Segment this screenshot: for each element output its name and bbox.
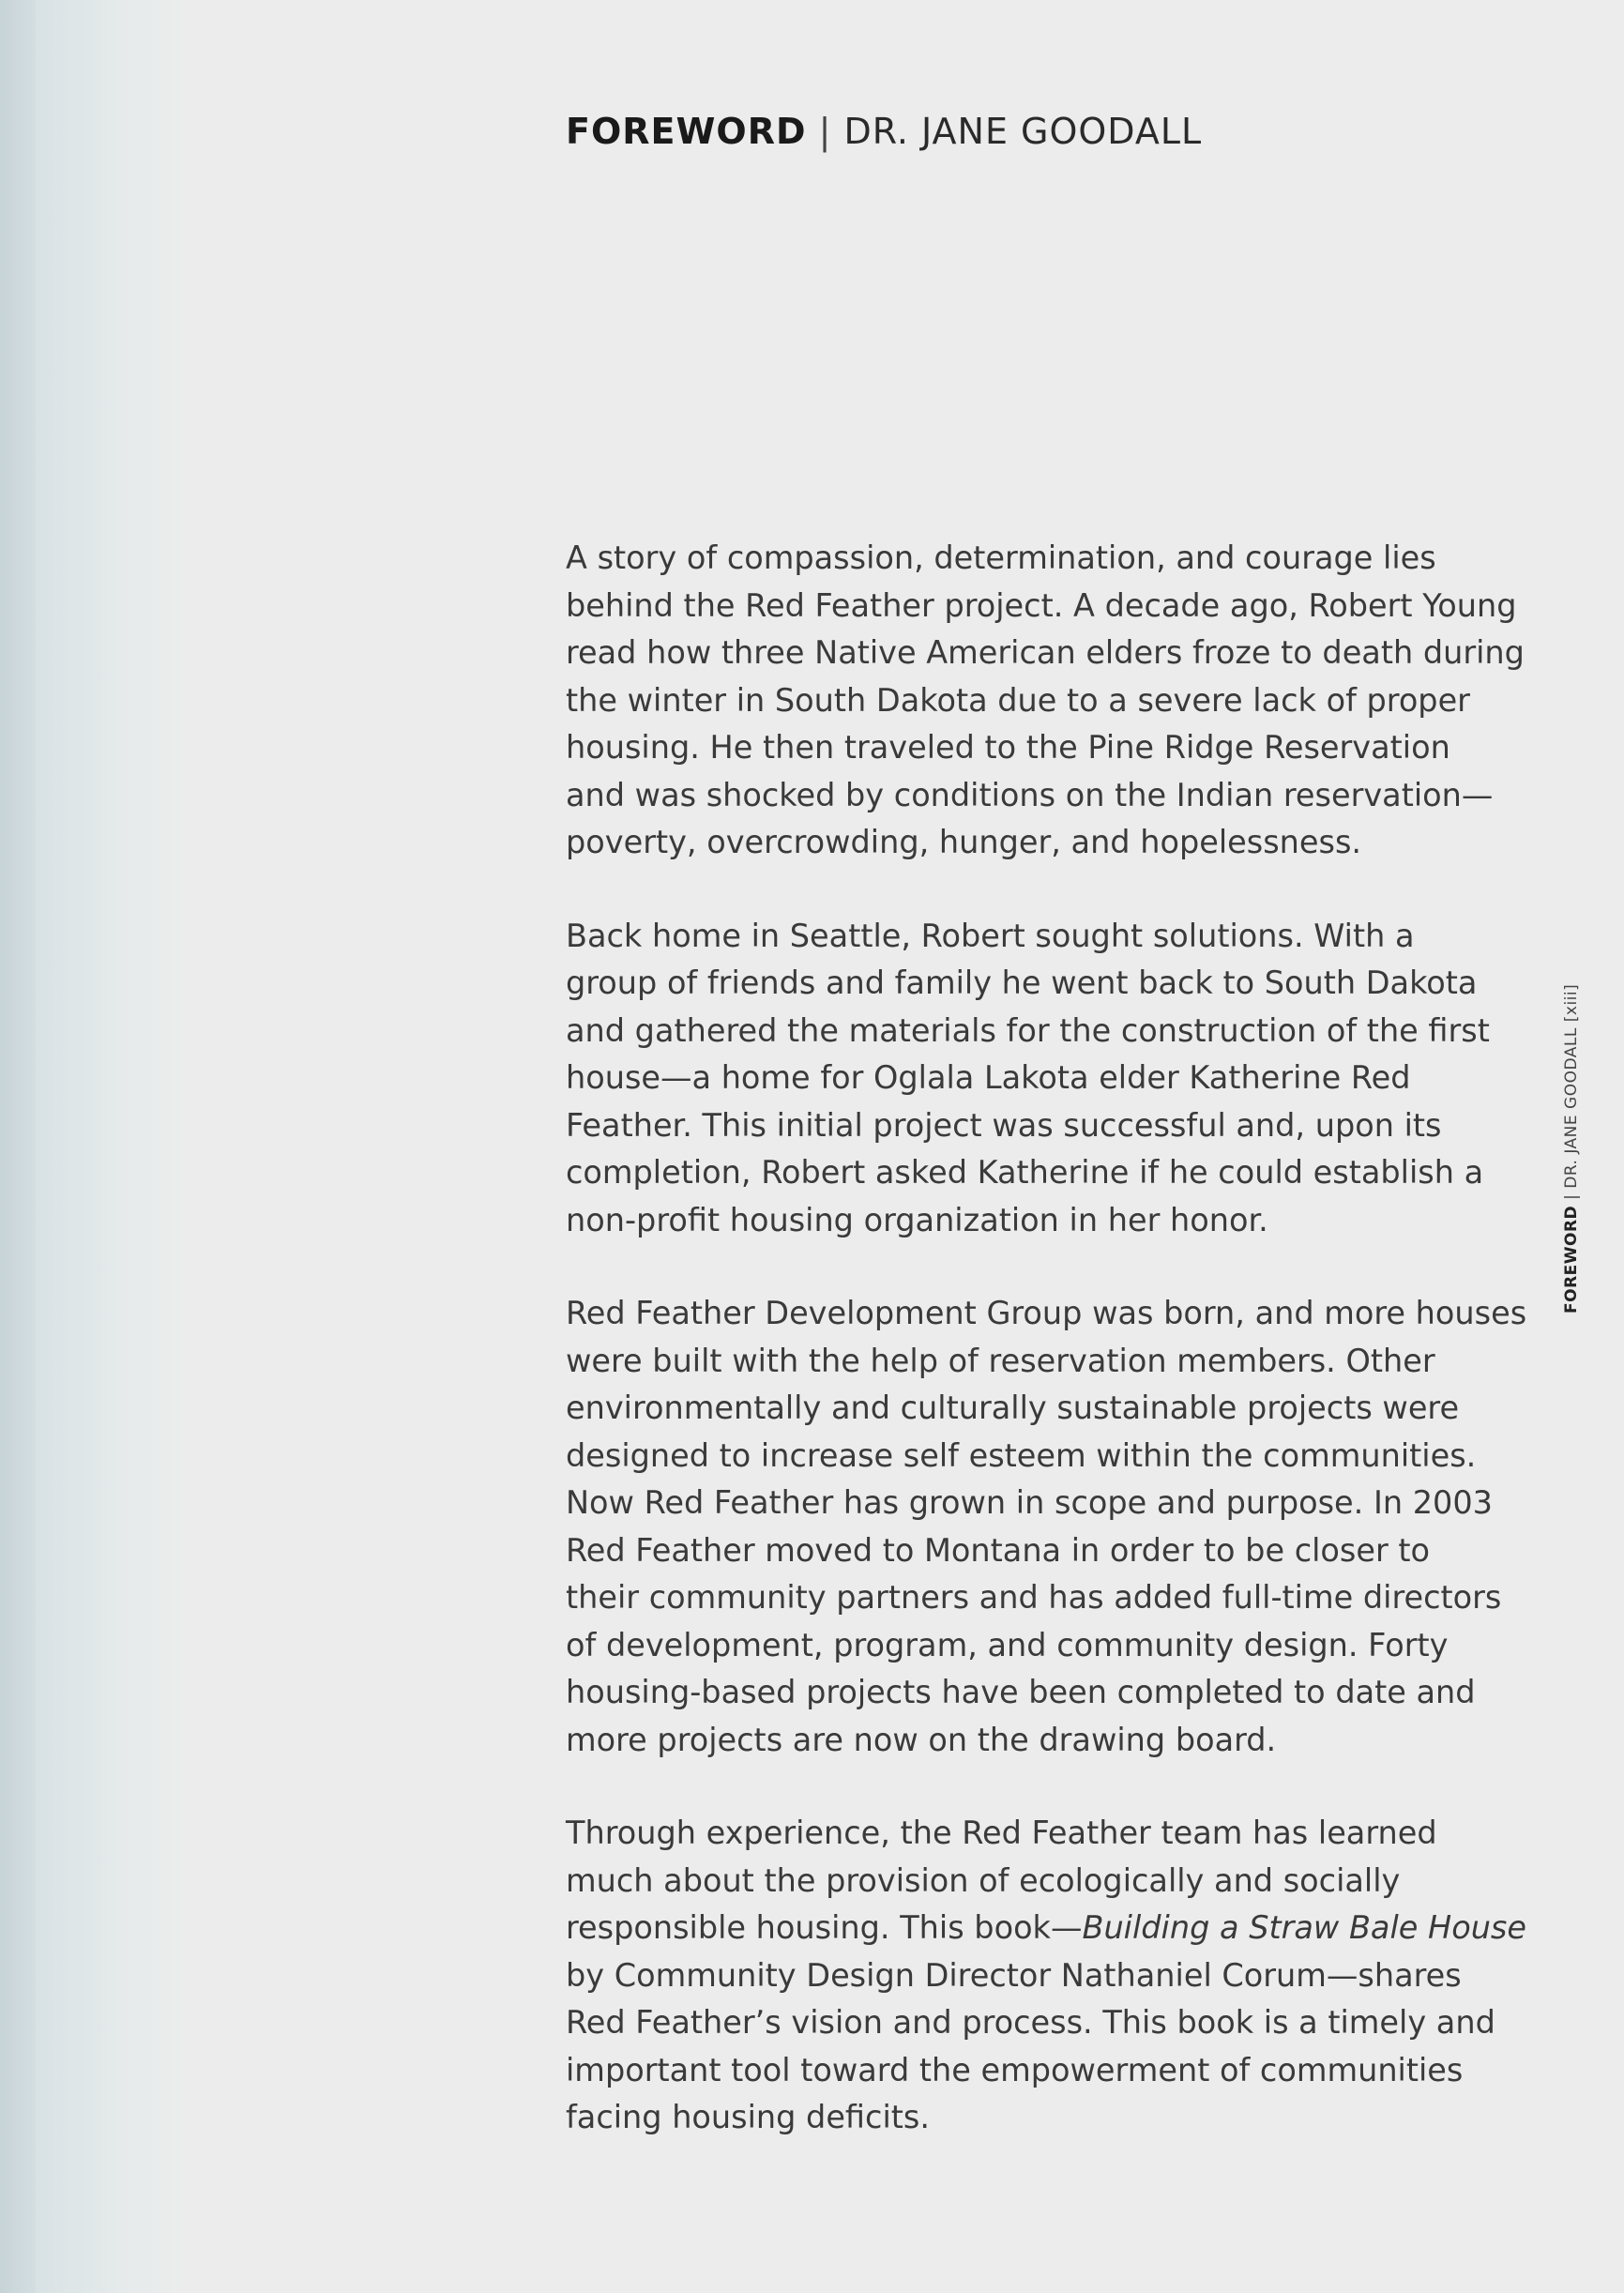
page-gutter-edge (0, 0, 36, 2293)
text-line: poverty, overcrowding, hunger, and hopelessness. (566, 824, 1362, 860)
text-line: facing housing deficits. (566, 2099, 930, 2135)
paragraph-1 (566, 535, 1523, 867)
heading-label: FOREWORD (566, 111, 807, 152)
text-line: Red Feather’s vision and process. This book is a timely and (566, 2004, 1495, 2041)
running-head (1562, 984, 1581, 1314)
text-line: and was shocked by conditions on the Indian reservation— (566, 776, 1494, 813)
text-line: Now Red Feather has grown in scope and purpose. In 2003 (566, 1484, 1493, 1521)
text-line: environmentally and culturally sustainable projects were (566, 1389, 1460, 1426)
text-fragment: responsible housing. This book— (566, 1909, 1083, 1946)
text-line: their community partners and has added full-time directors (566, 1579, 1502, 1616)
text-line: Red Feather Development Group was born, and more houses (566, 1295, 1527, 1331)
paragraph-3 (566, 1290, 1527, 1764)
running-head-separator: | (1562, 1193, 1581, 1200)
text-line: Red Feather moved to Montana in order to be closer to (566, 1531, 1431, 1569)
text-line: designed to increase self esteem within the communities. (566, 1436, 1477, 1474)
text-line: housing. He then traveled to the Pine Ridge Reservation (566, 729, 1450, 766)
text-line: housing-based projects have been completed to date and (566, 1674, 1476, 1710)
book-title: Building a Straw Bale House (1082, 1909, 1526, 1946)
text-line: by Community Design Director Nathaniel Corum—shares (566, 1956, 1462, 1994)
text-line: the winter in South Dakota due to a severe lack of proper (566, 681, 1470, 719)
running-head-label: FOREWORD (1562, 1205, 1581, 1314)
text-line: completion, Robert asked Katherine if he could establish a (566, 1154, 1484, 1191)
running-head-rest: DR. JANE GOODALL [xiii] (1562, 983, 1581, 1189)
heading-separator: | (818, 111, 832, 152)
chapter-heading (566, 111, 1202, 152)
foreword-body (566, 535, 1527, 2188)
text-line: non-profit housing organization in her honor. (566, 1201, 1268, 1238)
text-line-with-title (566, 1905, 1526, 1952)
text-line: important tool toward the empowerment of communities (566, 2051, 1464, 2088)
text-line: house—a home for Oglala Lakota elder Katherine Red (566, 1059, 1411, 1096)
text-line: more projects are now on the drawing board. (566, 1721, 1277, 1758)
text-line: Feather. This initial project was successful and, upon its (566, 1106, 1442, 1144)
heading-author: DR. JANE GOODALL (843, 111, 1203, 152)
text-line: read how three Native American elders froze to death during (566, 634, 1525, 671)
text-line: were built with the help of reservation members. Other (566, 1342, 1435, 1379)
text-line: Back home in Seattle, Robert sought solutions. With a (566, 917, 1415, 954)
text-line: and gathered the materials for the construction of the first (566, 1011, 1490, 1049)
paragraph-4 (566, 1810, 1526, 2142)
text-line: group of friends and family he went back to South Dakota (566, 964, 1478, 1001)
text-line: A story of compassion, determination, and courage lies (566, 539, 1436, 576)
text-line: much about the provision of ecologically and socially (566, 1861, 1401, 1899)
text-line: of development, program, and community design. Forty (566, 1626, 1449, 1663)
text-line: behind the Red Feather project. A decade ago, Robert Young (566, 586, 1517, 624)
paragraph-2 (566, 913, 1523, 1245)
text-line: Through experience, the Red Feather team has learned (566, 1815, 1437, 1851)
